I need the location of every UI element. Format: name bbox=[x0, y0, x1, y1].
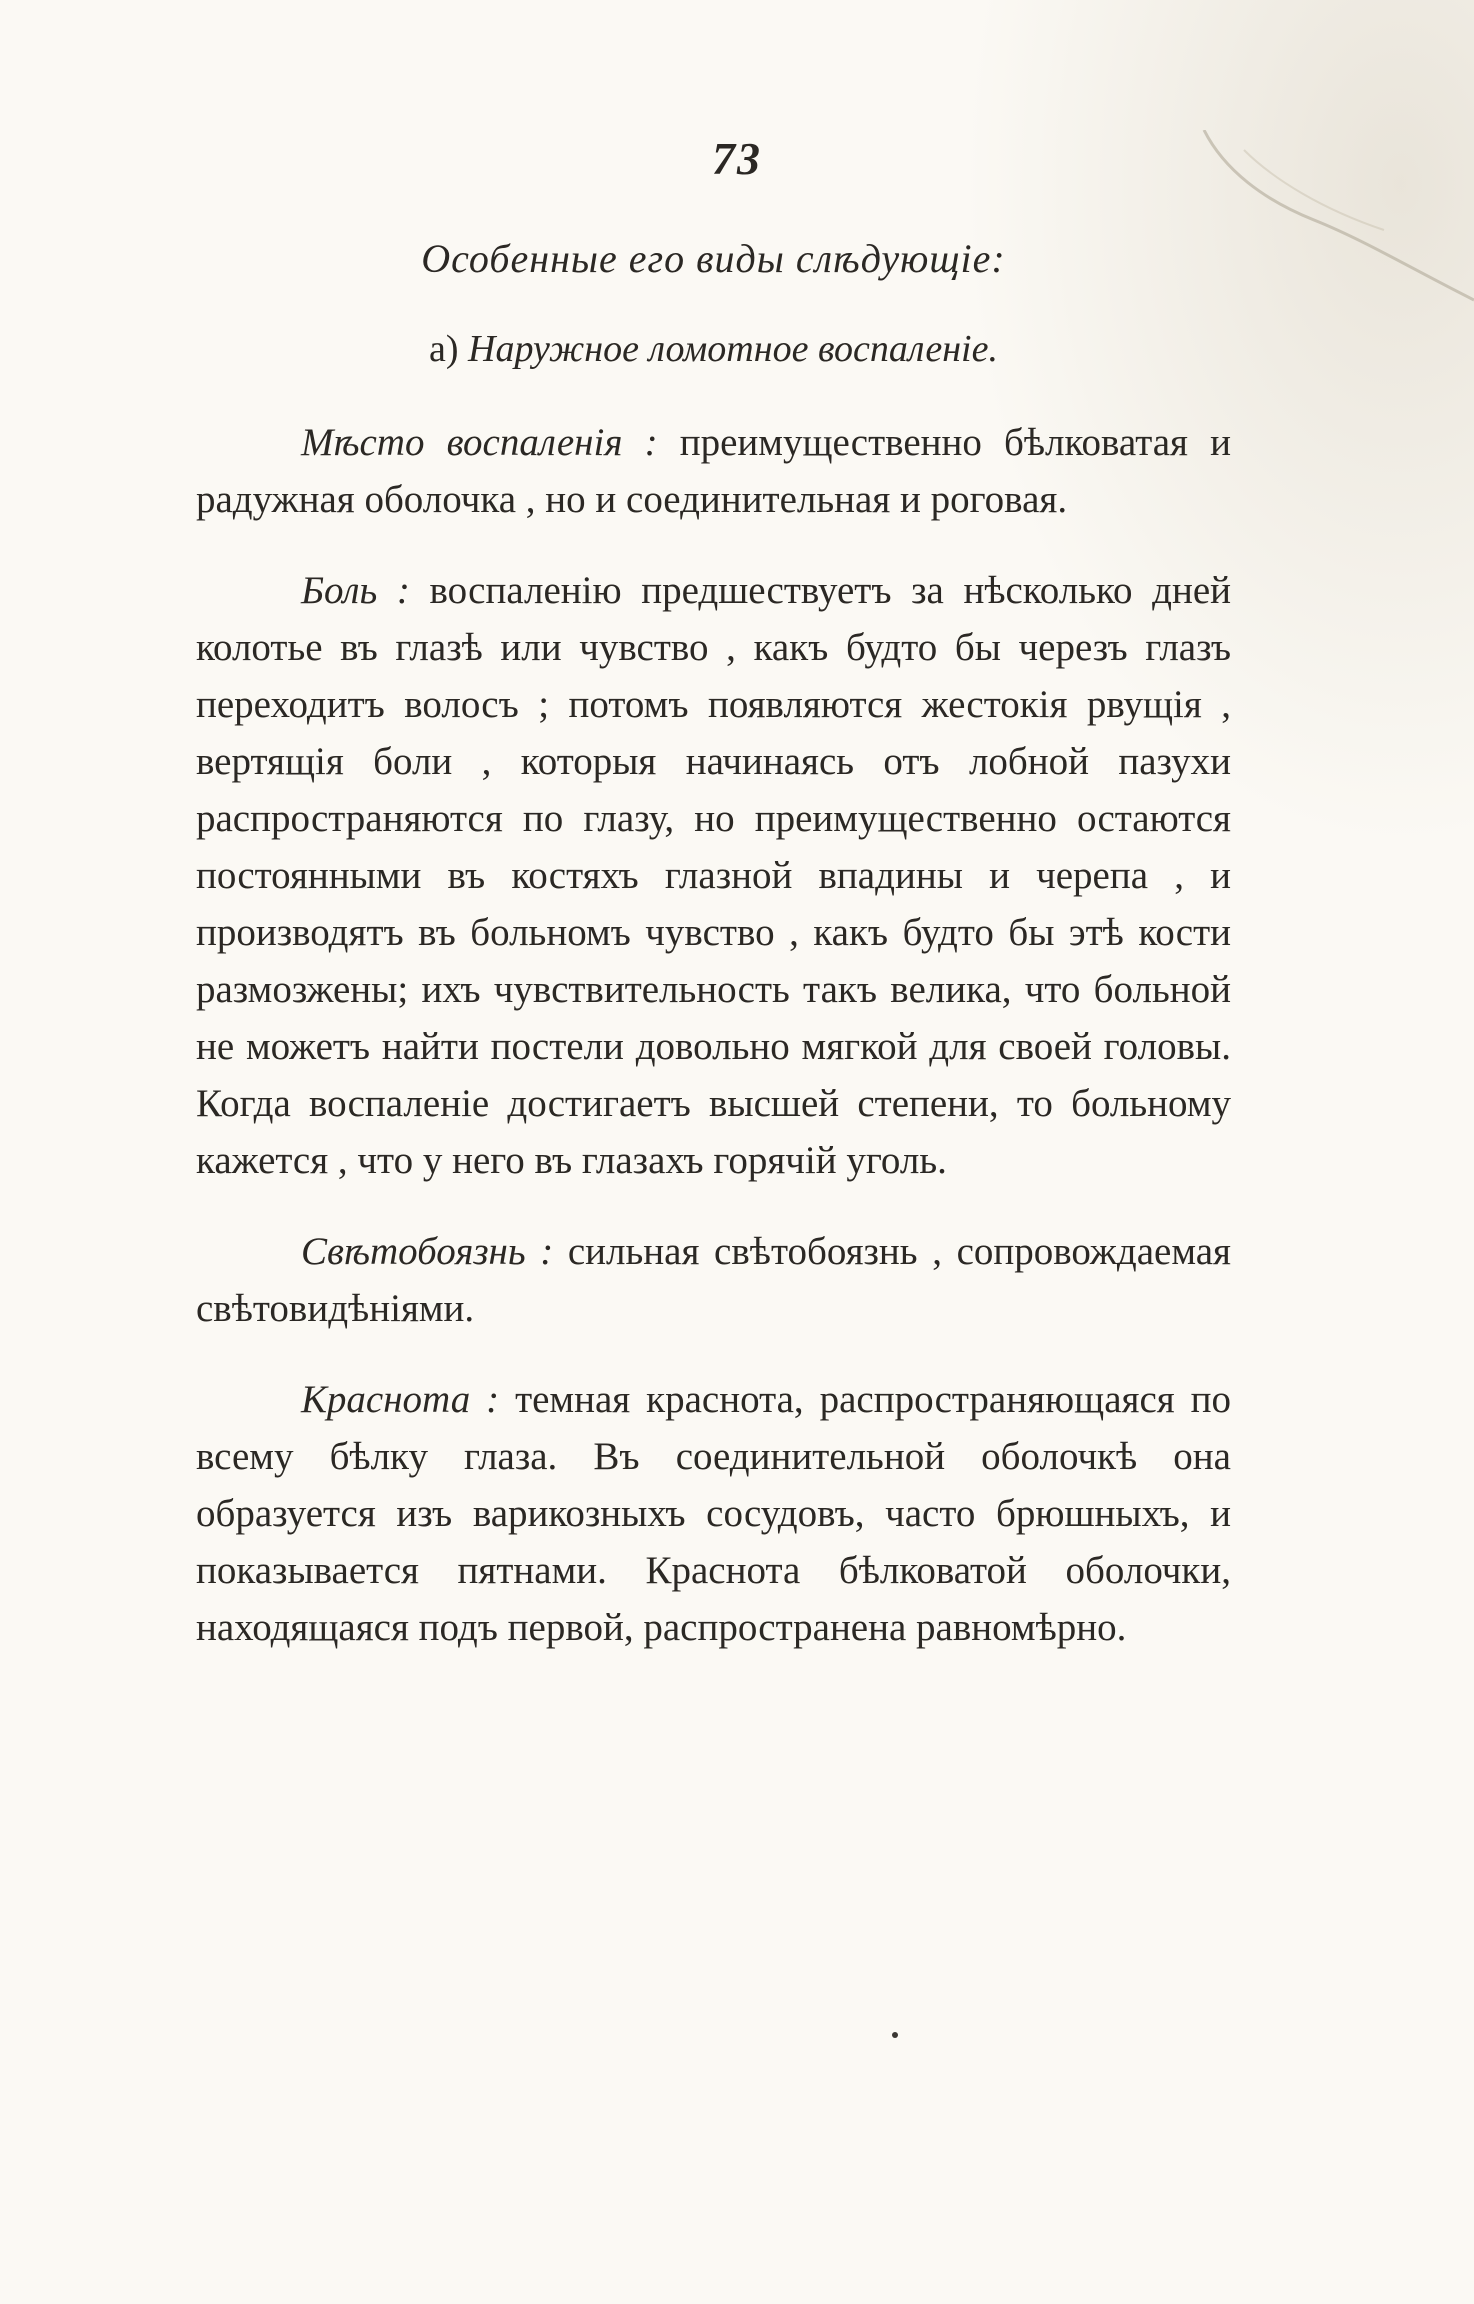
page-number: 73 bbox=[712, 133, 762, 184]
paragraph-text: воспаленію предшествуетъ за нѣсколько дней колотье въ глазѣ или чувство , какъ будто бы черезъ глазъ переходитъ волосъ ; потомъ появляются жестокія рвущія , вертящія боли , которыя начинаясь отъ лобной пазухи распространяются по глазу, но преимущественно остаются постоянными въ костяхъ глазной впадины и черепа , и производятъ въ больномъ чувство , какъ будто бы этѣ кости размозжены; ихъ чувствительность такъ велика, что больной не можетъ найти постели довольно мягкой для своей головы. Когда воспаленіе достигаетъ высшей степени, то больному кажется , что у него въ глазахъ горячій уголь. bbox=[196, 569, 1231, 1182]
paragraph-lead: Мѣсто воспаленія : bbox=[301, 421, 658, 464]
subheading-text: Наружное ломотное воспаленіе. bbox=[468, 328, 998, 370]
section-subheading bbox=[196, 321, 1231, 378]
paragraph-lead: Краснота : bbox=[301, 1378, 500, 1421]
paragraph-text: преимущественно бѣлковатая и радужная оболочка , но и соединительная и роговая. bbox=[196, 421, 1231, 521]
ink-dot bbox=[892, 2032, 898, 2038]
paragraph-redness bbox=[196, 1371, 1231, 1656]
paragraph-text: сильная свѣтобоязнь , сопровождаемая свѣтовидѣніями. bbox=[196, 1230, 1231, 1330]
paragraph-location bbox=[196, 414, 1231, 528]
section-subtitle: Особенные его виды слѣдующіе: bbox=[421, 236, 1006, 281]
subheading-prefix: a) bbox=[429, 328, 459, 370]
text-body bbox=[196, 230, 1231, 1690]
paragraph-lead: Боль : bbox=[301, 569, 410, 612]
paragraph-pain bbox=[196, 562, 1231, 1189]
paragraph-lead: Свѣтобоязнь : bbox=[301, 1230, 554, 1273]
paragraph-photophobia bbox=[196, 1223, 1231, 1337]
paragraph-text: темная краснота, распространяющаяся по всему бѣлку глаза. Въ соединительной оболочкѣ она образуется изъ варикозныхъ сосудовъ, часто брюшныхъ, и показывается пятнами. Краснота бѣлковатой оболочки, находящаяся подъ первой, распространена равномѣрно. bbox=[196, 1378, 1232, 1649]
